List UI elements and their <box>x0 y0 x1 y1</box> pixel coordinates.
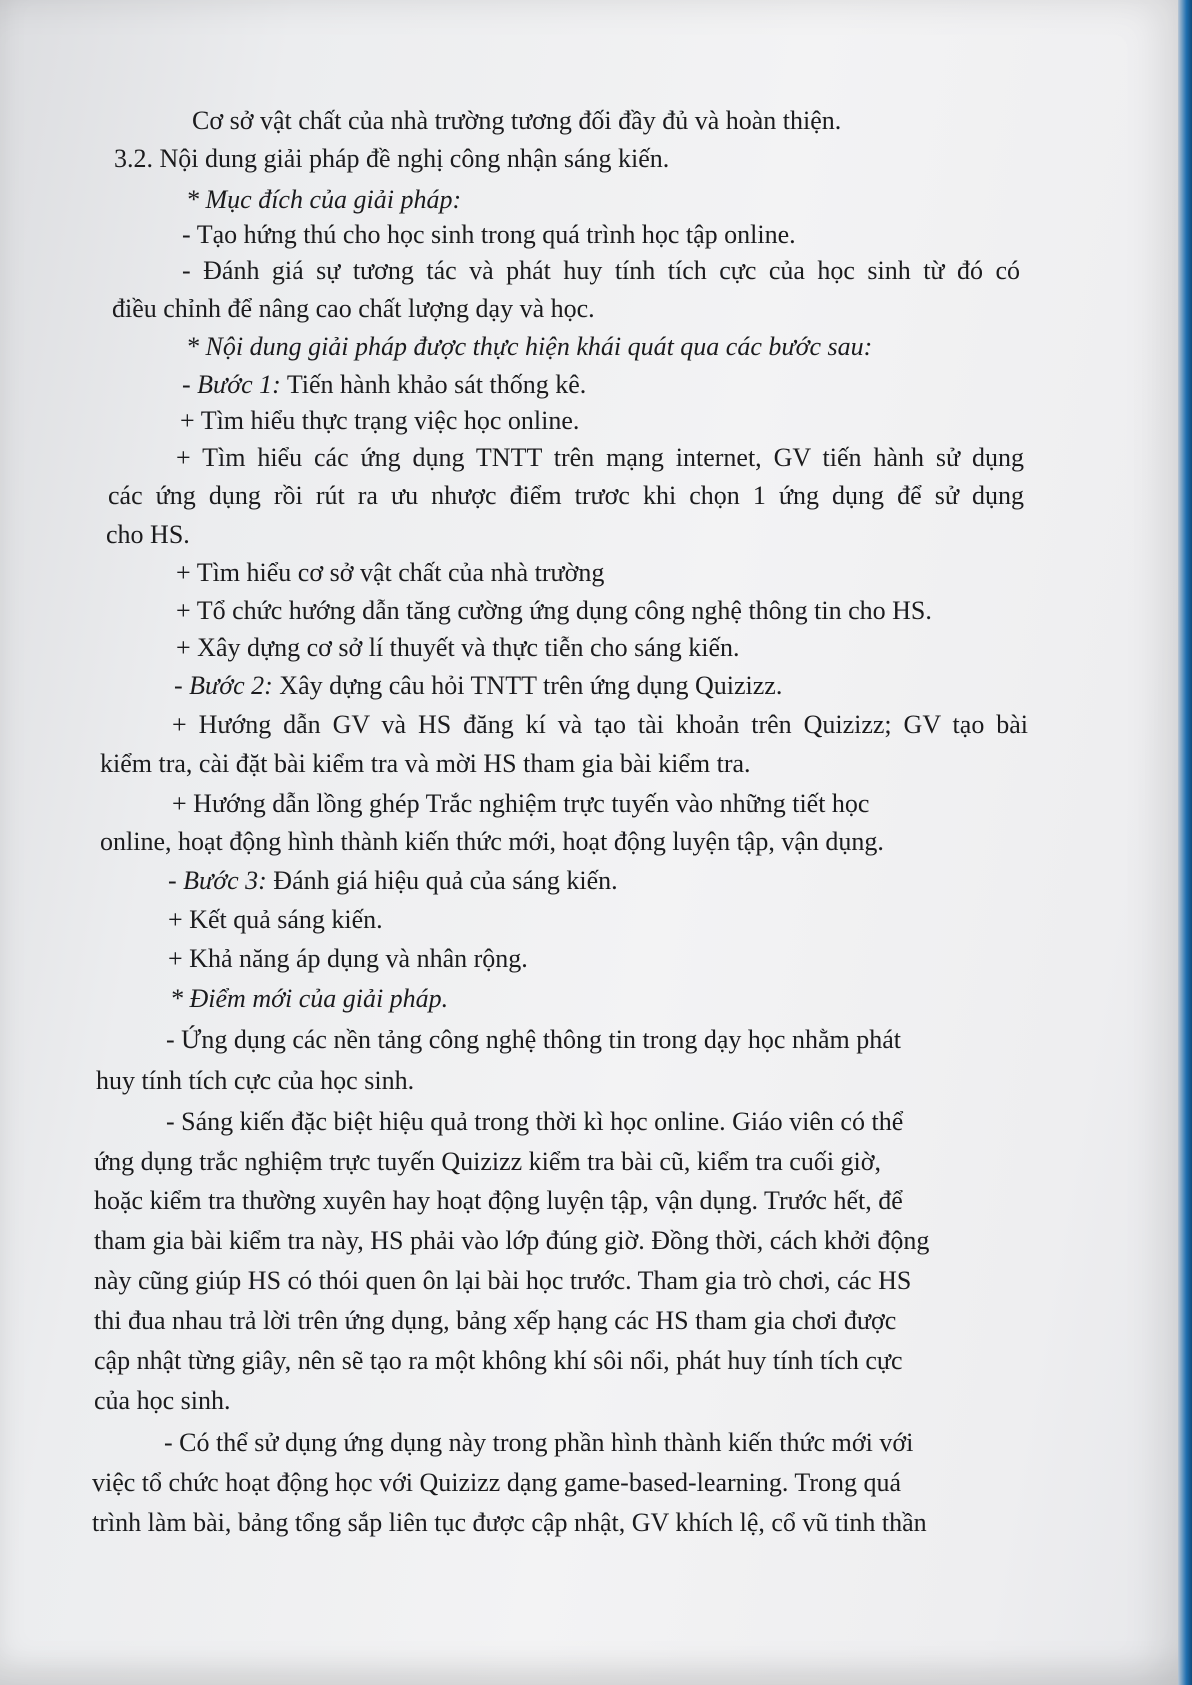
step-line <box>174 671 782 701</box>
text-line: + Tổ chức hướng dẫn tăng cường ứng dụng công nghệ thông tin cho HS. <box>176 596 932 625</box>
text-line: - Tạo hứng thú cho học sinh trong quá trình học tập online. <box>182 220 796 249</box>
step-text: Tiến hành khảo sát thống kê. <box>280 370 587 399</box>
step-label: - Bước 2: <box>174 671 273 700</box>
text-line: + Hướng dẫn GV và HS đăng kí và tạo tài khoản trên Quizizz; GV tạo bài <box>172 710 1028 739</box>
text-line: + Tìm hiểu thực trạng việc học online. <box>180 406 580 435</box>
text-line: trình làm bài, bảng tổng sắp liên tục được cập nhật, GV khích lệ, cổ vũ tinh thần <box>92 1508 927 1537</box>
text-line: các ứng dụng rồi rút ra ưu nhược điểm trươc khi chọn 1 ứng dụng để sử dụng <box>108 481 1024 510</box>
text-line: việc tổ chức hoạt động học với Quizizz dạng game-based-learning. Trong quá <box>92 1468 902 1497</box>
step-text: Xây dựng câu hỏi TNTT trên ứng dụng Quizizz. <box>272 671 783 700</box>
text-line: huy tính tích cực của học sinh. <box>96 1066 415 1095</box>
text-line: Cơ sở vật chất của nhà trường tương đối đầy đủ và hoàn thiện. <box>192 106 842 135</box>
step-text: Đánh giá hiệu quả của sáng kiến. <box>266 866 618 895</box>
text-line: này cũng giúp HS có thói quen ôn lại bài học trước. Tham gia trò chơi, các HS <box>94 1266 912 1295</box>
text-line: + Hướng dẫn lồng ghép Trắc nghiệm trực tuyến vào những tiết học <box>172 789 870 818</box>
step-line <box>182 370 586 400</box>
subheading-content: * Nội dung giải pháp được thực hiện khái quát qua các bước sau: <box>186 332 873 361</box>
text-line: + Khả năng áp dụng và nhân rộng. <box>168 944 528 973</box>
text-line: - Sáng kiến đặc biệt hiệu quả trong thời kì học online. Giáo viên có thể <box>166 1107 904 1136</box>
text-line: + Tìm hiểu cơ sở vật chất của nhà trường <box>176 558 605 587</box>
text-line: điều chỉnh để nâng cao chất lượng dạy và học. <box>112 294 595 323</box>
text-line: - Đánh giá sự tương tác và phát huy tính tích cực của học sinh từ đó có <box>182 256 1020 285</box>
step-label: - Bước 1: <box>182 370 281 399</box>
text-line: - Ứng dụng các nền tảng công nghệ thông tin trong dạy học nhằm phát <box>166 1025 901 1054</box>
binder-edge <box>1178 0 1192 1685</box>
text-line: cho HS. <box>106 520 190 549</box>
text-line: kiểm tra, cài đặt bài kiểm tra và mời HS tham gia bài kiểm tra. <box>100 749 751 778</box>
text-line: cập nhật từng giây, nên sẽ tạo ra một không khí sôi nổi, phát huy tính tích cực <box>94 1346 903 1375</box>
step-label: - Bước 3: <box>168 866 267 895</box>
step-line <box>168 866 618 896</box>
text-line: + Kết quả sáng kiến. <box>168 905 383 934</box>
text-line: - Có thể sử dụng ứng dụng này trong phần hình thành kiến thức mới với <box>164 1428 914 1457</box>
text-line: thi đua nhau trả lời trên ứng dụng, bảng xếp hạng các HS tham gia chơi được <box>94 1306 897 1335</box>
text-line: của học sinh. <box>94 1386 231 1415</box>
text-line: + Xây dựng cơ sở lí thuyết và thực tiễn cho sáng kiến. <box>176 633 740 662</box>
text-line: hoặc kiểm tra thường xuyên hay hoạt động luyện tập, vận dụng. Trước hết, để <box>94 1186 903 1215</box>
text-line: online, hoạt động hình thành kiến thức mới, hoạt động luyện tập, vận dụng. <box>100 827 884 856</box>
section-heading: 3.2. Nội dung giải pháp đề nghị công nhận sáng kiến. <box>114 144 670 173</box>
text-line: ứng dụng trắc nghiệm trực tuyến Quizizz kiểm tra bài cũ, kiểm tra cuối giờ, <box>94 1147 882 1176</box>
text-line: tham gia bài kiểm tra này, HS phải vào lớp đúng giờ. Đồng thời, cách khởi động <box>94 1226 930 1255</box>
text-line: + Tìm hiểu các ứng dụng TNTT trên mạng internet, GV tiến hành sử dụng <box>176 443 1024 472</box>
subheading-new-points: * Điểm mới của giải pháp. <box>170 984 449 1013</box>
subheading-purpose: * Mục đích của giải pháp: <box>186 185 462 214</box>
